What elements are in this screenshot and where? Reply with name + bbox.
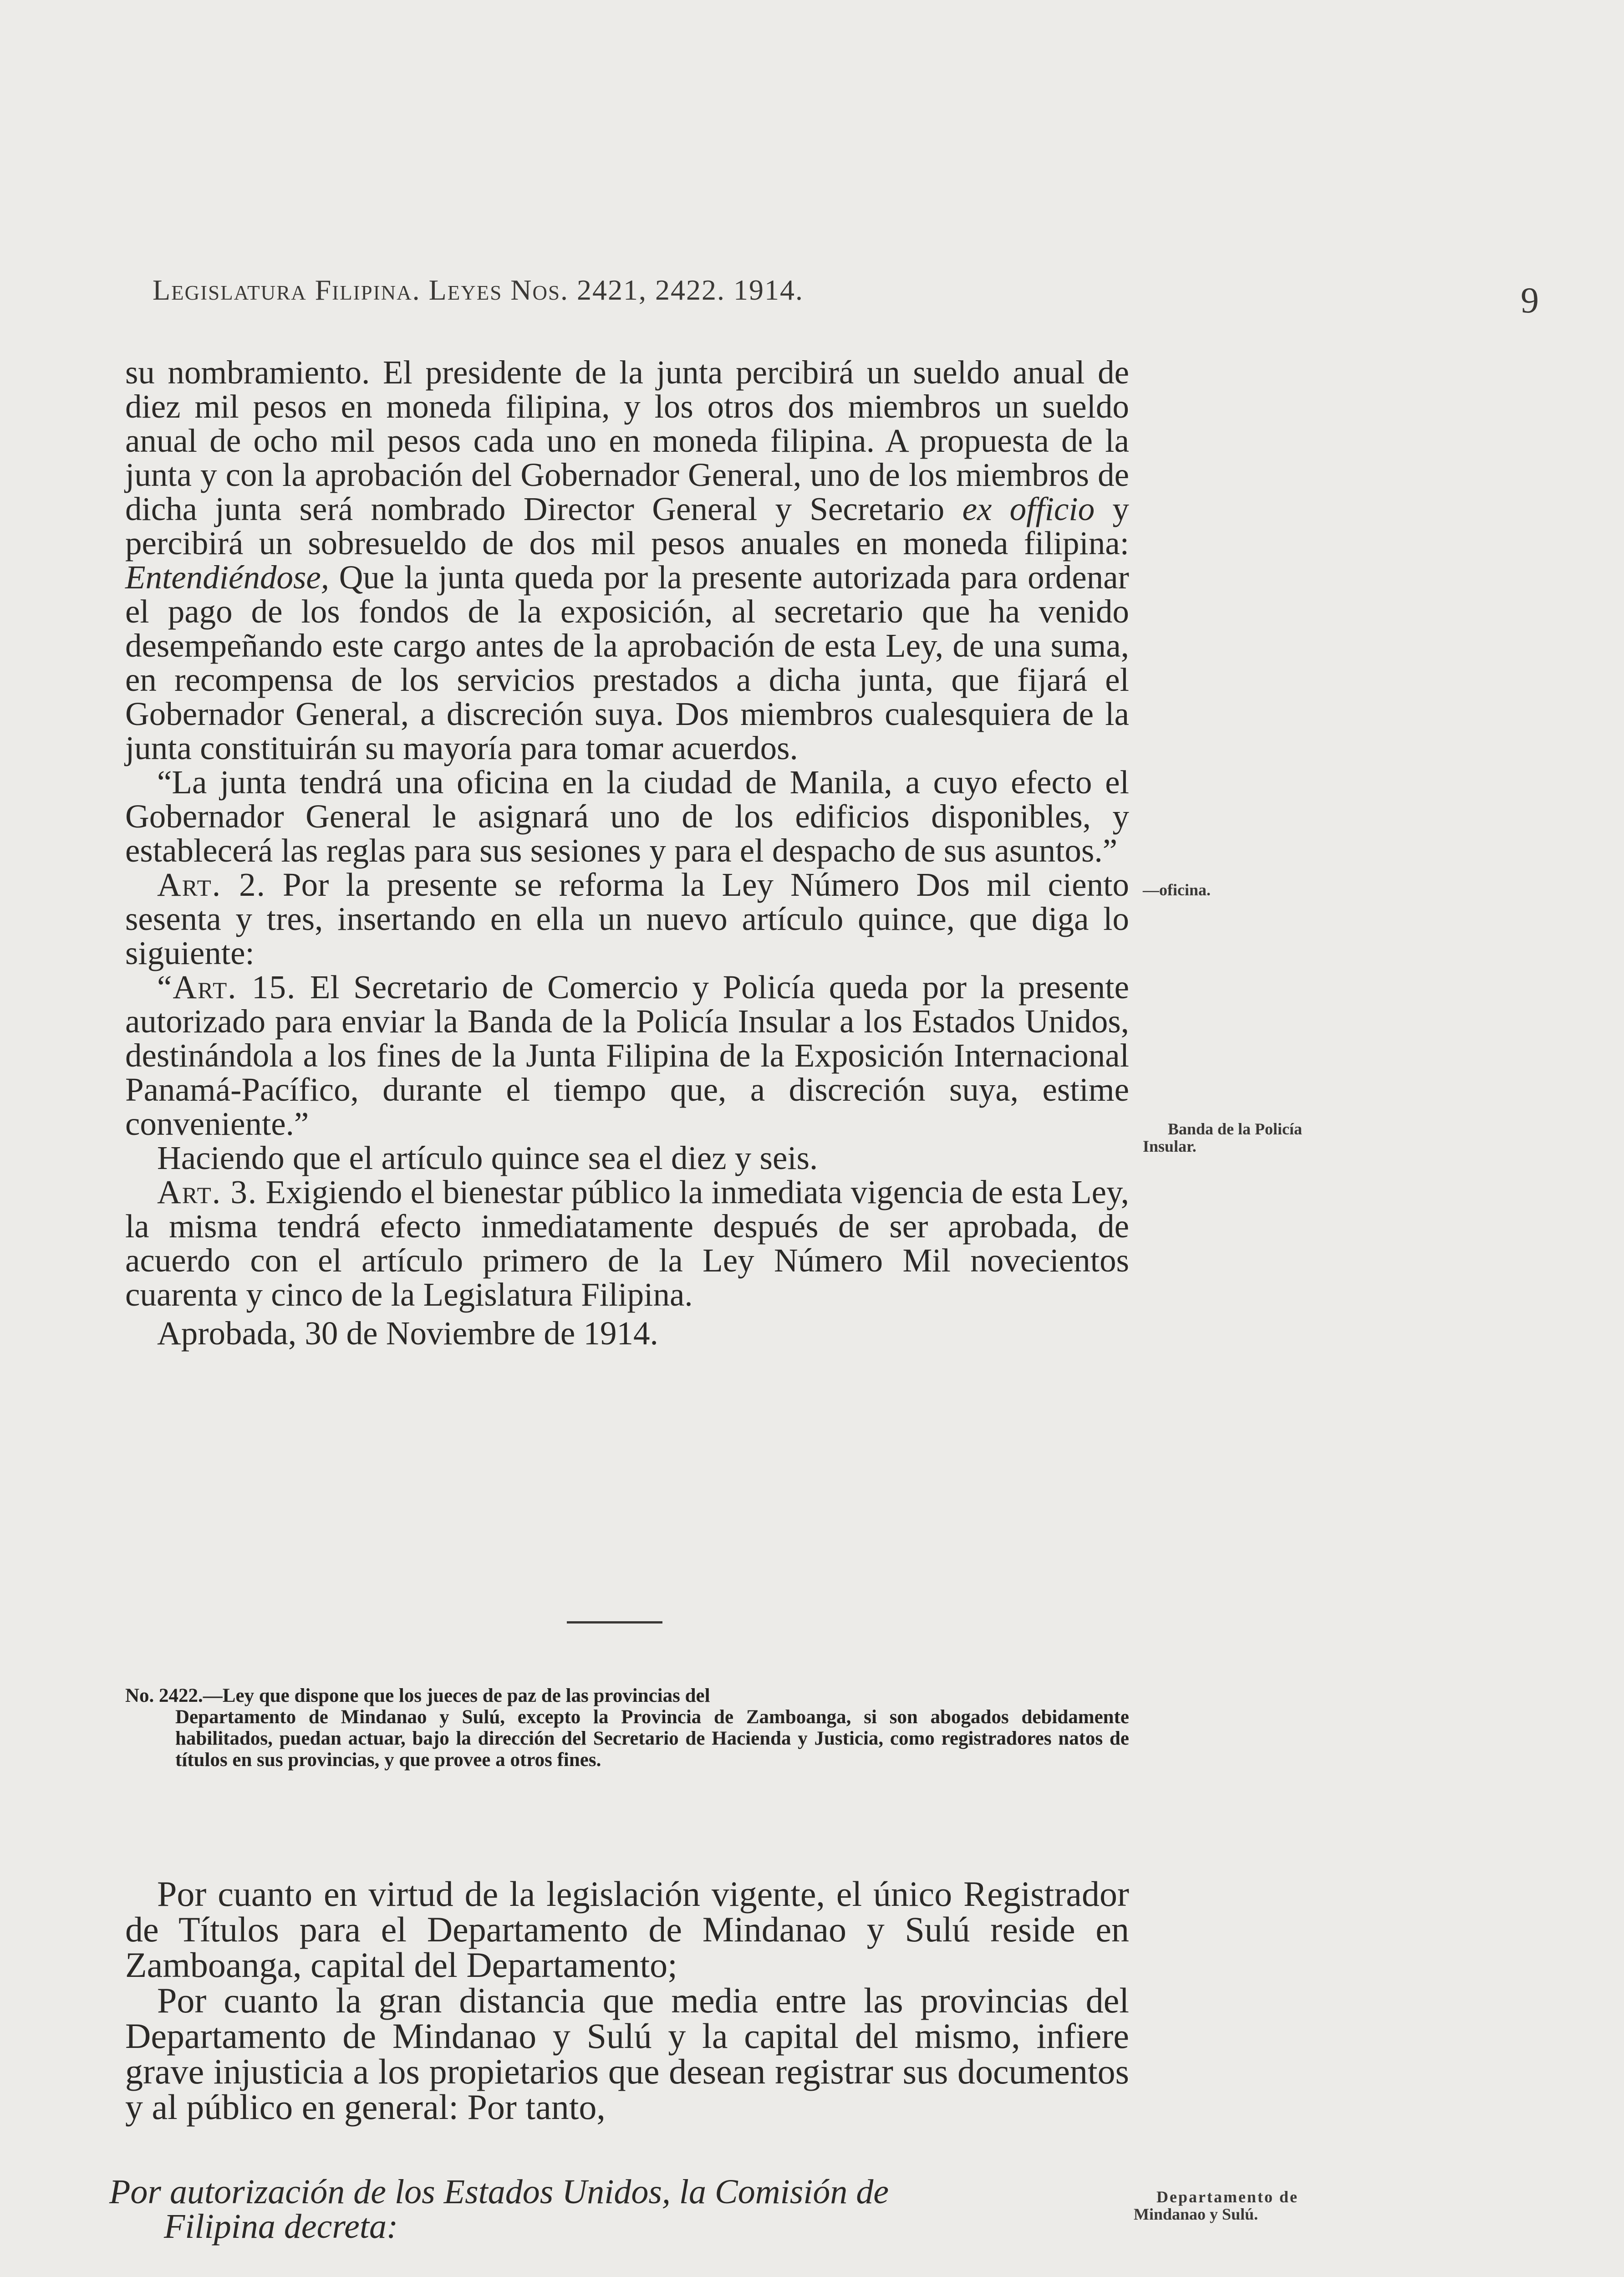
running-head: Legislatura Filipina. Leyes Nos. 2421, 2422. 1914.: [153, 274, 804, 306]
paragraph-salaries: su nombramiento. El presidente de la junta percibirá un sueldo anual de diez mil pesos en moneda filipina, y los otros dos miembros un sueldo anual de ocho mil pesos cada uno en moneda filipina. A propuesta de la junta y con la aprobación del Gobernador General, uno de los miembros de dicha junta será nombrado Director General y Secretario ex officio y percibirá un sobresueldo de dos mil pesos anuales en moneda filipina: Entendiéndose, Que la junta queda por la presente autorizada para ordenar el pago de los fondos de la exposición, al secretario que ha venido desempeñando este cargo antes de la aprobación de esta Ley, de una suma, en recompensa de los servicios prestados a dicha junta, que fijará el Gobernador General, a discreción suya. Dos miembros cualesquiera de la junta constituirán su mayoría para tomar acuerdos.: [125, 354, 1130, 766]
article-3: Art. 3. Exigiendo el bienestar público la inmediata vigencia de esta Ley, la misma tendrá efecto inmediatamente después de ser aprobada, de acuerdo con el artículo primero de la Ley Número Mil novecientos cuarenta y cinco de la Legislatura Filipina.: [125, 1174, 1129, 1313]
paragraph-oficina: “La junta tendrá una oficina en la ciudad de Manila, a cuyo efecto el Gobernador General le asignará uno de los edificios disponibles, y establecerá las reglas para sus sesiones y para el despacho de sus asuntos.”: [125, 764, 1129, 869]
renumber-clause: Haciendo que el artículo quince sea el diez y seis.: [157, 1139, 818, 1176]
law-2421-text: [125, 355, 1129, 1350]
law-2422-title: No. 2422.—Ley que dispone que los jueces de paz de las provincias del Departamento de Mindanao y Sulú, excepto la Provincia de Zamboanga, si son abogados debidamente habilitados, puedan actuar, bajo la dirección del Secretario de Hacienda y Justicia, como registradores natos de títulos en sus provincias, y que provee a otros fines.: [125, 1685, 1129, 1771]
margin-note-oficina: —oficina.: [1143, 881, 1211, 899]
law-2422-preamble: [125, 1876, 1129, 2125]
section-divider: [567, 1621, 662, 1624]
enacting-clause: Por autorización de los Estados Unidos, la Comisión de Filipina decreta:: [109, 2173, 889, 2246]
article-2: Art. 2. Por la presente se reforma la Ley Número Dos mil ciento sesenta y tres, insertando en ella un nuevo artículo quince, que diga lo siguiente:: [125, 866, 1129, 971]
whereas-2: Por cuanto la gran distancia que media entre las provincias del Departamento de Mindanao y Sulú y la capital del mismo, infiere grave injusticia a los propietarios que desean registrar sus documentos y al público en general: Por tanto,: [125, 1981, 1129, 2127]
approval-date: Aprobada, 30 de Noviembre de 1914.: [157, 1315, 658, 1352]
page-number: 9: [1521, 281, 1539, 321]
whereas-1: Por cuanto en virtud de la legislación vigente, el único Registrador de Títulos para el Departamento de Mindanao y Sulú reside en Zamboanga, capital del Departamento;: [125, 1874, 1129, 1985]
article-15: “Art. 15. El Secretario de Comercio y Policía queda por la presente autorizado para enviar la Banda de la Policía Insular a los Estados Unidos, destinándola a los fines de la Junta Filipina de la Exposición Internacional Panamá-Pacífico, durante el tiempo que, a discreción suya, estime conveniente.”: [125, 969, 1129, 1142]
margin-note-departamento: Departamento de Mindanao y Sulú.: [1134, 2188, 1298, 2223]
margin-note-banda: Banda de la Policía Insular.: [1143, 1120, 1303, 1155]
